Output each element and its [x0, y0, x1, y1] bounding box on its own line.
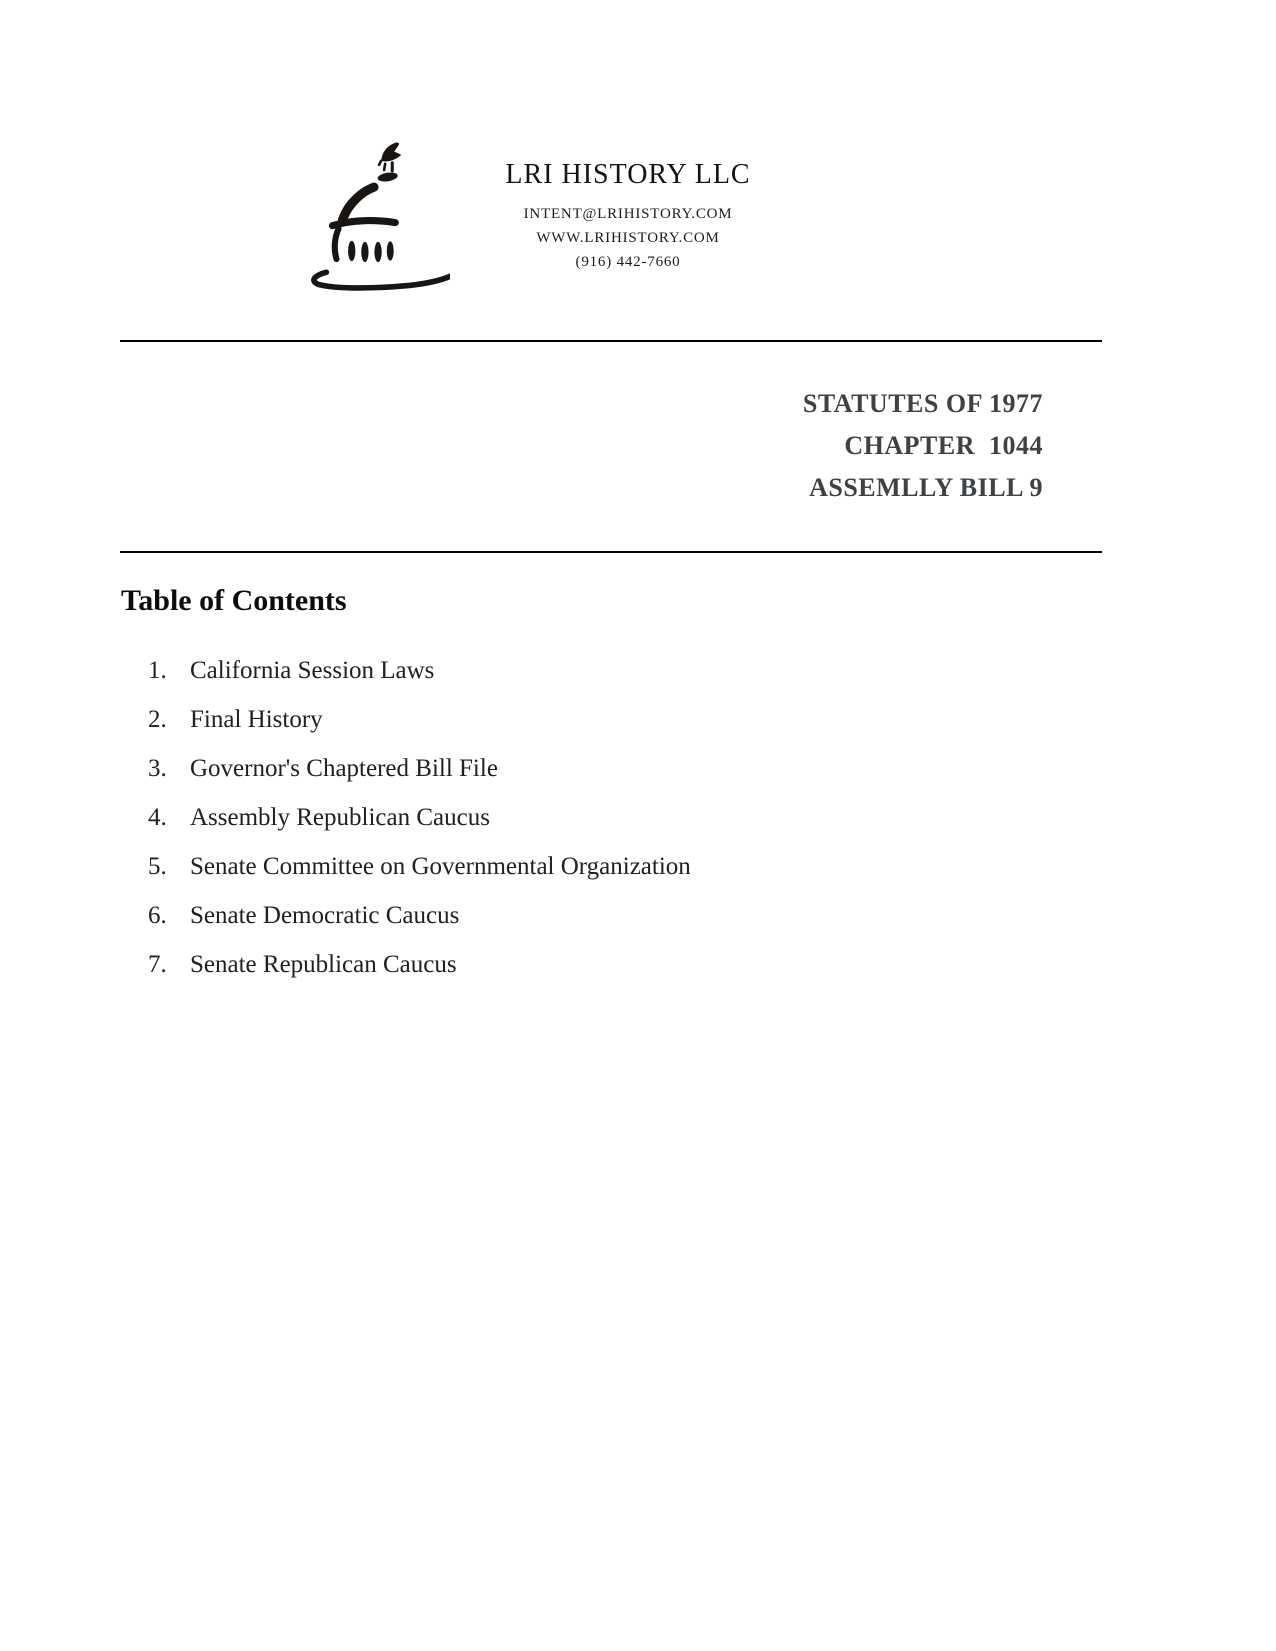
toc-item-label: Assembly Republican Caucus [190, 804, 490, 831]
toc-item [148, 754, 1048, 784]
document-title-block [803, 383, 1043, 509]
toc-item-label: Senate Democratic Caucus [190, 902, 460, 929]
toc-item [148, 803, 1048, 833]
toc-item-number: 3. [148, 755, 167, 782]
toc-item-number: 6. [148, 902, 167, 929]
toc-item-label: Final History [190, 706, 323, 733]
divider-bottom [120, 551, 1102, 553]
toc-item-label: California Session Laws [190, 657, 435, 684]
toc-item [148, 656, 1048, 686]
toc-item [148, 950, 1048, 980]
toc-item-number: 4. [148, 804, 167, 831]
toc-item-number: 5. [148, 853, 167, 880]
letterhead [478, 158, 778, 274]
company-name: LRI HISTORY LLC [505, 159, 751, 190]
toc-item-number: 2. [148, 706, 167, 733]
company-phone: (916) 442-7660 [575, 254, 681, 270]
toc-item-number: 7. [148, 951, 167, 978]
toc-list [148, 656, 1048, 999]
toc-item-label: Senate Committee on Governmental Organization [190, 853, 691, 880]
toc-item [148, 705, 1048, 735]
company-email: INTENT@LRIHISTORY.COM [523, 206, 733, 222]
divider-top [120, 340, 1102, 342]
toc-item [148, 901, 1048, 931]
title-bill: ASSEMLLY BILL 9 [809, 473, 1043, 502]
toc-item-label: Senate Republican Caucus [190, 951, 457, 978]
toc-item-number: 1. [148, 657, 167, 684]
title-statutes: STATUTES OF 1977 [802, 389, 1043, 418]
title-chapter: CHAPTER 1044 [844, 431, 1043, 460]
capitol-dome-icon [296, 136, 450, 294]
company-logo [296, 136, 450, 294]
company-website: WWW.LRIHISTORY.COM [536, 230, 720, 246]
toc-heading: Table of Contents [121, 584, 347, 617]
toc-item [148, 852, 1048, 882]
toc-item-label: Governor's Chaptered Bill File [190, 755, 498, 782]
